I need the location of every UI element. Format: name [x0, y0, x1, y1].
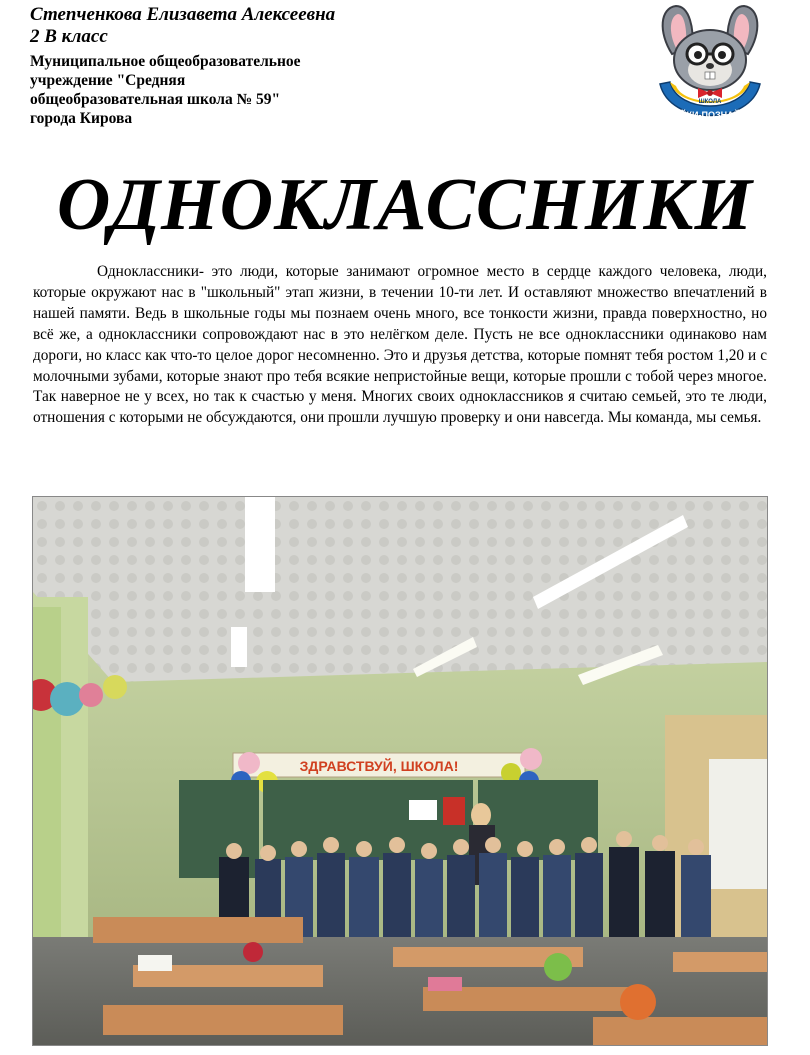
bunny-mascot-badge-icon	[650, 2, 770, 130]
class-photo	[32, 496, 768, 1046]
school-name: Муниципальное общеобразовательное учреждение "Средняя общеобразовательная школа № 59" города Кирова	[30, 53, 301, 127]
class-photo-illustration	[33, 497, 767, 1045]
author-name: Степченкова Елизавета Алексеевна	[30, 4, 336, 25]
page-title: ОДНОКЛАССНИКИ	[56, 164, 754, 246]
class-grade: 2 В класс	[30, 26, 108, 47]
banner-text: ЗДРАВСТВУЙ, ШКОЛА!	[299, 758, 459, 774]
logo-text-main: ЗАЙКИ-ПОЗНАЙКИ	[667, 110, 753, 120]
author-block	[30, 4, 590, 128]
essay-paragraph: Одноклассники- это люди, которые занимают огромное место в сердце каждого человека, люди, которые окружают нас в "школьный" этап жизни, в течении 10-ти лет. И оставляют множество впечатлений в нашей памяти. Ведь в школьные годы мы познаем очень много, все тонкости жизни, правда поверхностно, но всё же, а одноклассники сопровождают нас в это нелёгком деле. Пусть не все одноклассники одинаково нам дороги, но класс как что-то целое дорог несомненно. Это и друзья детства, которые помнят тебя ростом 1,20 и с молочными зубами, которые знают про тебя всякие непристойные вещи, которые прошли с тобой через многое. Так наверное не у всех, но так к счастью у меня. Многих своих одноклассников я считаю семьей, это те люди, отношения с которыми не обсуждаются, они прошли лучшую проверку и они навсегда. Мы команда, мы семья.	[33, 263, 767, 427]
logo-text-top: ШКОЛА	[698, 99, 722, 105]
